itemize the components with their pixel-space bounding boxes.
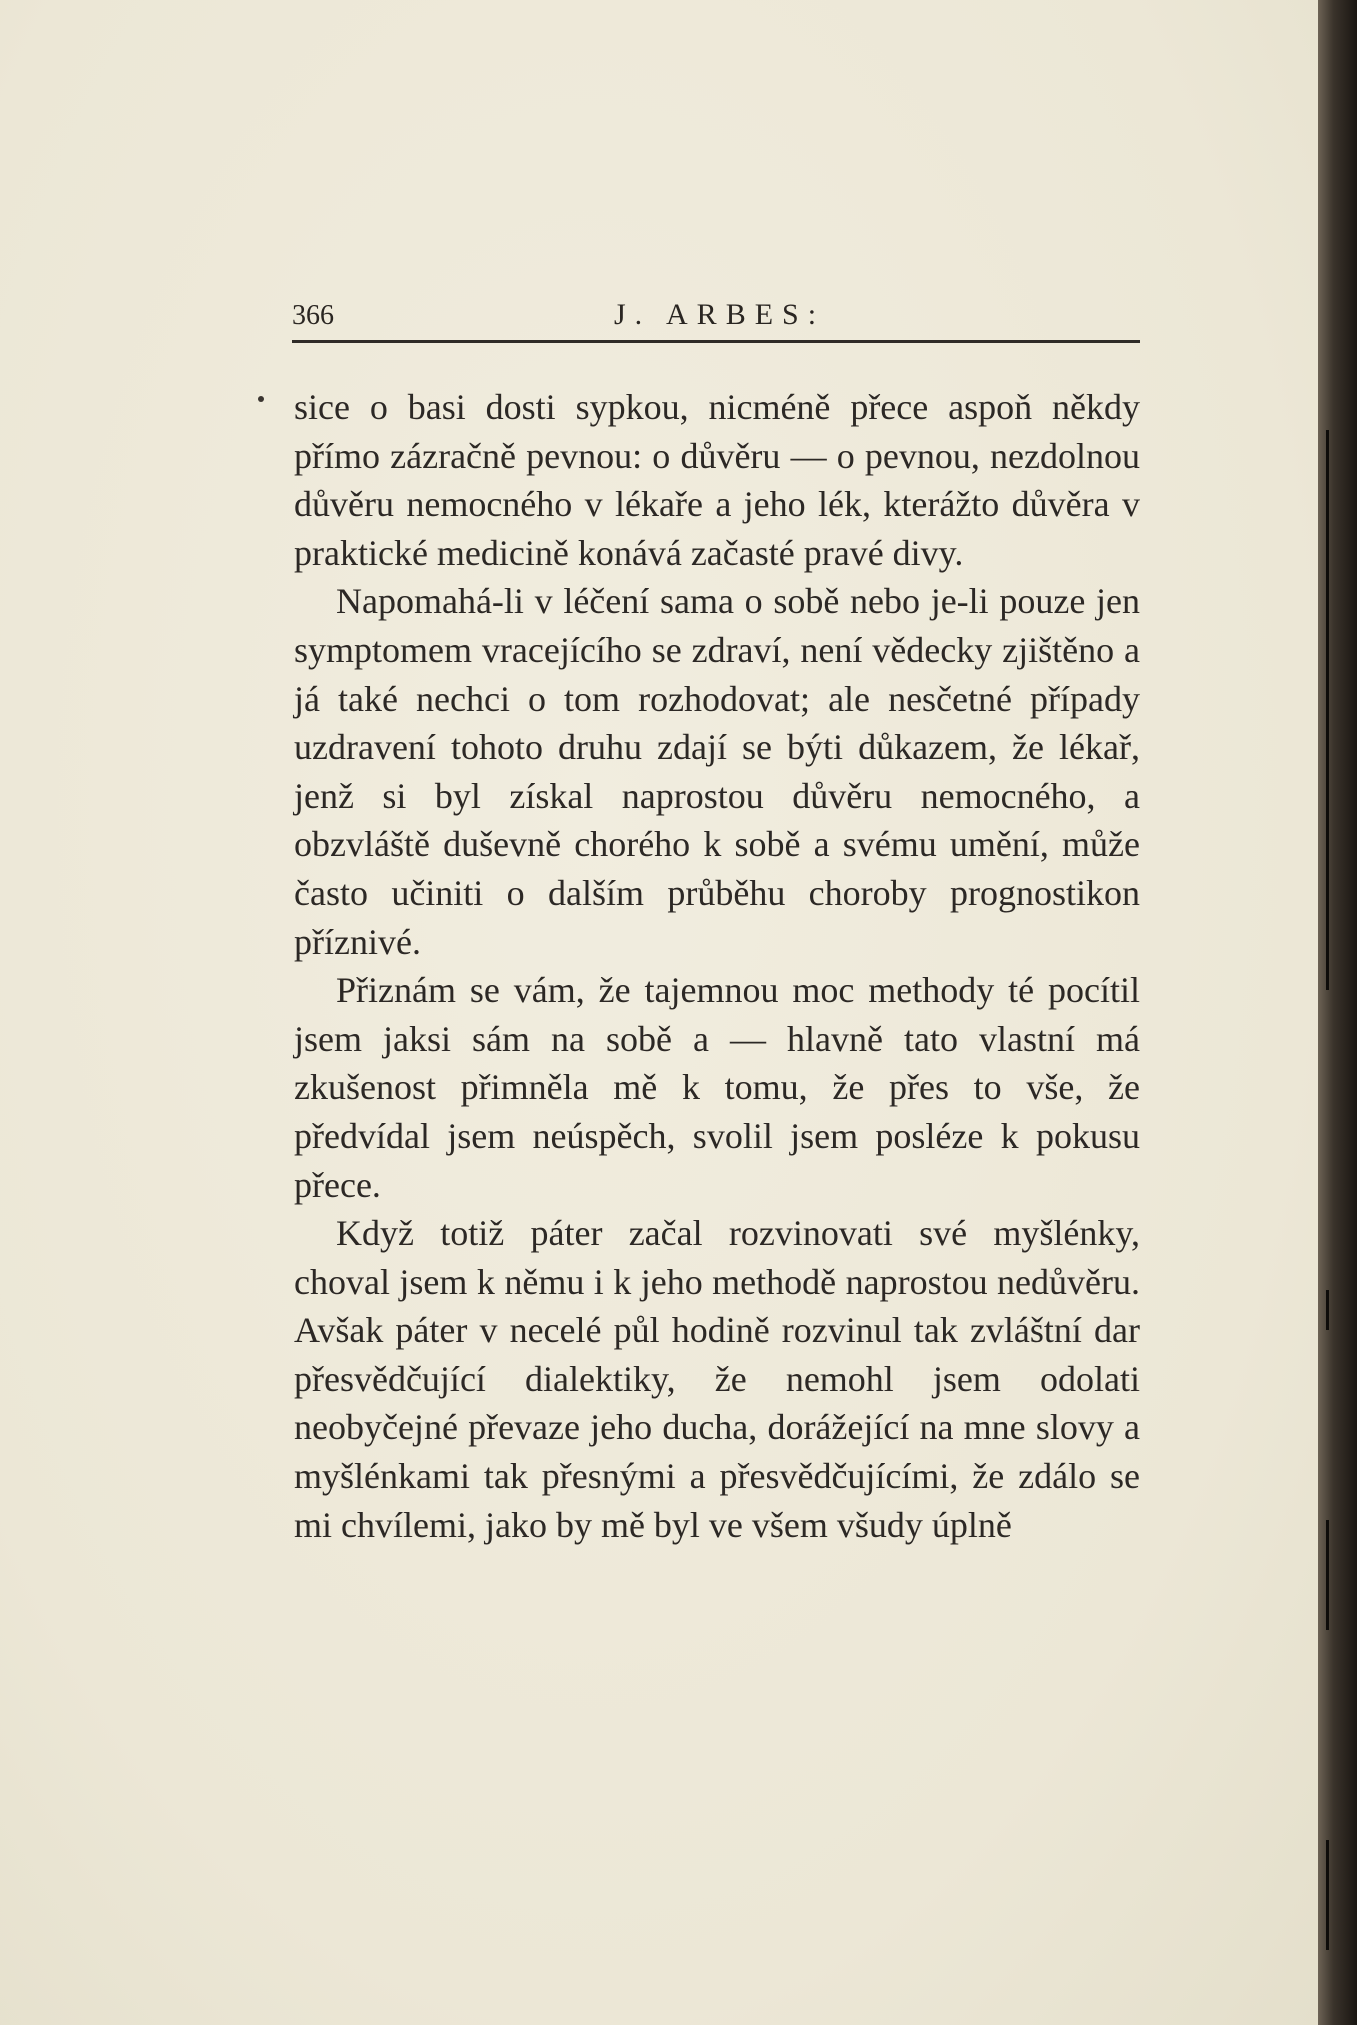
running-head-author: J. ARBES: <box>614 298 826 331</box>
gutter-edge-mark <box>1326 1840 1329 1950</box>
paragraph: Přiznám se vám, že tajemnou moc methody té pocítil jsem jaksi sám na sobě a — hlavně tato vlastní má zkušenost přimněla mě k tomu, že přes to vše, že předvídal jsem neúspěch, svolil jsem posléze k pokusu přece. <box>294 970 1140 1205</box>
gutter-edge-mark <box>1326 1520 1329 1630</box>
body-text <box>294 383 1140 1549</box>
running-header <box>292 294 1140 343</box>
paragraph: Napomahá-li v léčení sama o sobě nebo je-li pouze jen symptomem vracejícího se zdraví, není vědecky zjištěno a já také nechci o tom rozhodovat; ale nesčetné případy uzdravení tohoto druhu zdají se býti důkazem, že lékař, jenž si byl získal naprostou důvěru nemocného, a obzvláště duševně chorého k sobě a svému umění, může často učiniti o dalším průběhu choroby prognostikon příznivé. <box>294 581 1140 962</box>
paragraph: Když totiž páter začal rozvinovati své myšlénky, choval jsem k němu i k jeho methodě naprostou nedůvěru. Avšak páter v necelé půl hodině rozvinul tak zvláštní dar přesvědčující dialektiky, že nemohl jsem odolati neobyčejné převaze jeho ducha, dorážející na mne slovy a myšlénkami tak přesnými a přesvědčujícími, že zdálo se mi chvílemi, jako by mě byl ve všem všudy úplně <box>294 1213 1140 1545</box>
gutter-edge-mark <box>1326 1290 1329 1330</box>
page-number: 366 <box>292 300 334 331</box>
book-gutter-shadow <box>1318 0 1357 2025</box>
gutter-edge-mark <box>1326 430 1329 990</box>
margin-dot <box>258 396 264 402</box>
paragraph-continuation: sice o basi dosti sypkou, nicméně přece aspoň někdy přímo zázračně pevnou: o důvěru — o pevnou, nezdolnou důvěru nemocného v lékaře a jeho lék, kterážto důvěra v praktické medicině konává začasté pravé divy. <box>294 387 1140 573</box>
